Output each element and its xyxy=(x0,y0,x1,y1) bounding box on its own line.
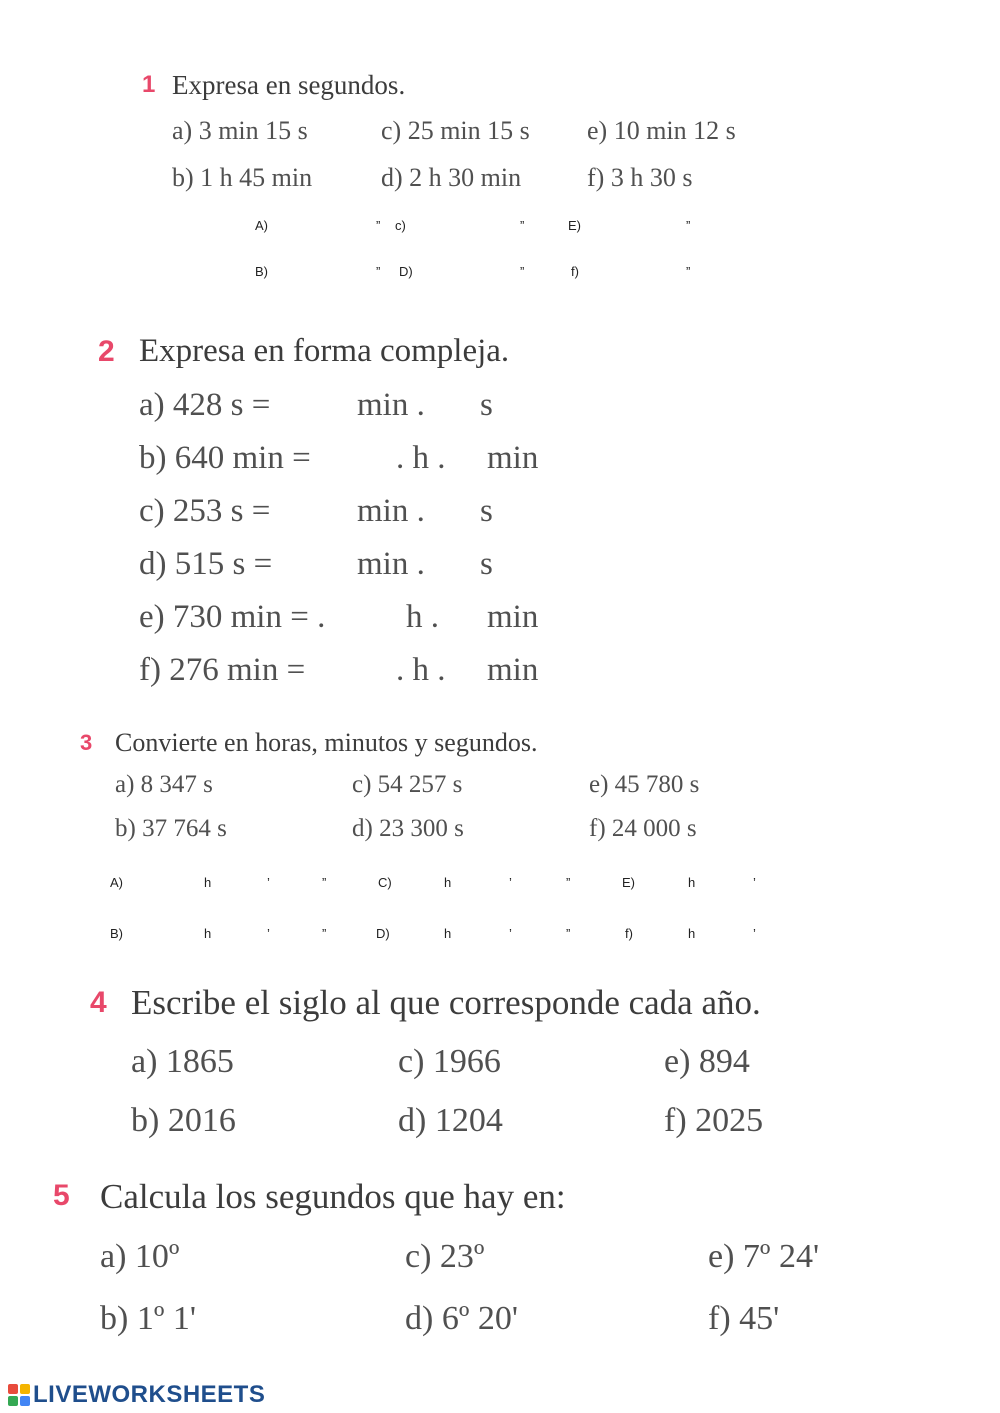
ex2-row-a-expr: a) 428 s = xyxy=(139,387,271,423)
exercise-5-number: 5 xyxy=(53,1179,70,1212)
ex1-answer-label-b: B) xyxy=(255,264,268,279)
exercise-3-number: 3 xyxy=(80,730,93,755)
ex1-answer-mark: ” xyxy=(686,218,691,233)
ex3-answer-h: h xyxy=(204,926,212,941)
exercise-3-item-c: c) 54 257 s xyxy=(352,771,463,798)
exercise-4-item-c: c) 1966 xyxy=(398,1043,501,1080)
exercise-3-item-f: f) 24 000 s xyxy=(589,815,697,842)
ex3-answer-sec-mark: ” xyxy=(322,875,327,890)
ex2-row-f-unit2: min xyxy=(487,652,539,688)
ex3-answer-label-c: C) xyxy=(378,875,392,890)
exercise-4-item-d: d) 1204 xyxy=(398,1102,503,1139)
ex2-row-d-unit2: s xyxy=(480,546,493,582)
ex3-answer-h: h xyxy=(688,926,696,941)
exercise-1-item-c: c) 25 min 15 s xyxy=(381,116,530,145)
ex2-row-d-unit1: min . xyxy=(357,546,425,582)
exercise-1-item-a: a) 3 min 15 s xyxy=(172,116,308,145)
ex1-answer-label-a: A) xyxy=(255,218,268,233)
exercise-5-item-a: a) 10º xyxy=(100,1238,180,1275)
liveworksheets-brand-text: LIVEWORKSHEETS xyxy=(33,1381,266,1408)
ex1-answer-label-c: c) xyxy=(395,218,406,233)
exercise-3-item-e: e) 45 780 s xyxy=(589,771,700,798)
ex3-answer-h: h xyxy=(688,875,696,890)
ex3-answer-sec-mark: ” xyxy=(566,926,571,941)
exercise-1-number: 1 xyxy=(142,71,156,98)
exercise-5-item-c: c) 23º xyxy=(405,1238,485,1275)
exercise-1-item-f: f) 3 h 30 s xyxy=(587,163,693,192)
ex2-row-b-unit2: min xyxy=(487,440,539,476)
ex2-row-a-unit1: min . xyxy=(357,387,425,423)
ex2-row-e-unit1: h . xyxy=(406,599,439,635)
exercise-1-item-e: e) 10 min 12 s xyxy=(587,116,736,145)
ex2-row-a-unit2: s xyxy=(480,387,493,423)
ex3-answer-label-b: B) xyxy=(110,926,123,941)
exercise-4-number: 4 xyxy=(90,986,107,1019)
ex2-row-b-unit1: . h . xyxy=(396,440,446,476)
exercise-1-item-b: b) 1 h 45 min xyxy=(172,163,313,192)
ex3-answer-label-e: E) xyxy=(622,875,635,890)
exercise-5-item-d: d) 6º 20' xyxy=(405,1300,518,1337)
ex3-answer-min-mark: ’ xyxy=(509,875,512,890)
ex2-row-d-expr: d) 515 s = xyxy=(139,546,273,582)
ex3-answer-min-mark: ’ xyxy=(267,926,270,941)
ex3-answer-label-f: f) xyxy=(625,926,633,941)
ex3-answer-h: h xyxy=(444,926,452,941)
ex2-row-b-expr: b) 640 min = xyxy=(139,440,311,476)
exercise-3-item-b: b) 37 764 s xyxy=(115,815,227,842)
ex3-answer-label-d: D) xyxy=(376,926,390,941)
exercise-1-item-d: d) 2 h 30 min xyxy=(381,163,522,192)
exercise-5-item-f: f) 45' xyxy=(708,1300,780,1337)
ex3-answer-sec-mark: ” xyxy=(322,926,327,941)
ex3-answer-min-mark: ’ xyxy=(509,926,512,941)
ex1-answer-mark: ” xyxy=(686,264,691,279)
exercise-5-title: Calcula los segundos que hay en: xyxy=(100,1177,566,1216)
ex1-answer-mark: ” xyxy=(520,264,525,279)
liveworksheets-logo-icon xyxy=(8,1384,30,1406)
ex1-answer-mark: ” xyxy=(376,264,381,279)
ex1-answer-label-d: D) xyxy=(399,264,413,279)
ex3-answer-min-mark: ’ xyxy=(267,875,270,890)
ex3-answer-h: h xyxy=(444,875,452,890)
ex2-row-c-unit1: min . xyxy=(357,493,425,529)
exercise-2-title: Expresa en forma compleja. xyxy=(139,333,510,369)
ex2-row-e-unit2: min xyxy=(487,599,539,635)
ex3-answer-label-a: A) xyxy=(110,875,123,890)
exercise-4-item-f: f) 2025 xyxy=(664,1102,764,1139)
exercise-4-item-b: b) 2016 xyxy=(131,1102,236,1139)
ex2-row-c-unit2: s xyxy=(480,493,493,529)
liveworksheets-logo xyxy=(8,1381,265,1409)
ex2-row-f-expr: f) 276 min = xyxy=(139,652,306,688)
exercise-3-title: Convierte en horas, minutos y segundos. xyxy=(115,728,538,757)
ex2-row-c-expr: c) 253 s = xyxy=(139,493,271,529)
ex1-answer-mark: ” xyxy=(520,218,525,233)
ex3-answer-h: h xyxy=(204,875,212,890)
exercise-4-title: Escribe el siglo al que corresponde cada año. xyxy=(131,983,761,1022)
exercise-5-item-e: e) 7º 24' xyxy=(708,1238,820,1275)
ex2-row-e-expr: e) 730 min = . xyxy=(139,599,326,635)
exercise-2-number: 2 xyxy=(98,335,115,368)
exercise-4-item-e: e) 894 xyxy=(664,1043,750,1080)
ex1-answer-mark: ” xyxy=(376,218,381,233)
ex1-answer-label-e: E) xyxy=(568,218,581,233)
exercise-5-item-b: b) 1º 1' xyxy=(100,1300,196,1337)
exercise-4-item-a: a) 1865 xyxy=(131,1043,234,1080)
ex2-row-f-unit1: . h . xyxy=(396,652,446,688)
ex3-answer-min-mark: ’ xyxy=(753,875,756,890)
exercise-1-title: Expresa en segundos. xyxy=(172,70,406,100)
ex1-answer-label-f: f) xyxy=(571,264,579,279)
exercise-3-item-d: d) 23 300 s xyxy=(352,815,464,842)
ex3-answer-min-mark: ’ xyxy=(753,926,756,941)
ex3-answer-sec-mark: ” xyxy=(566,875,571,890)
exercise-3-item-a: a) 8 347 s xyxy=(115,771,213,798)
